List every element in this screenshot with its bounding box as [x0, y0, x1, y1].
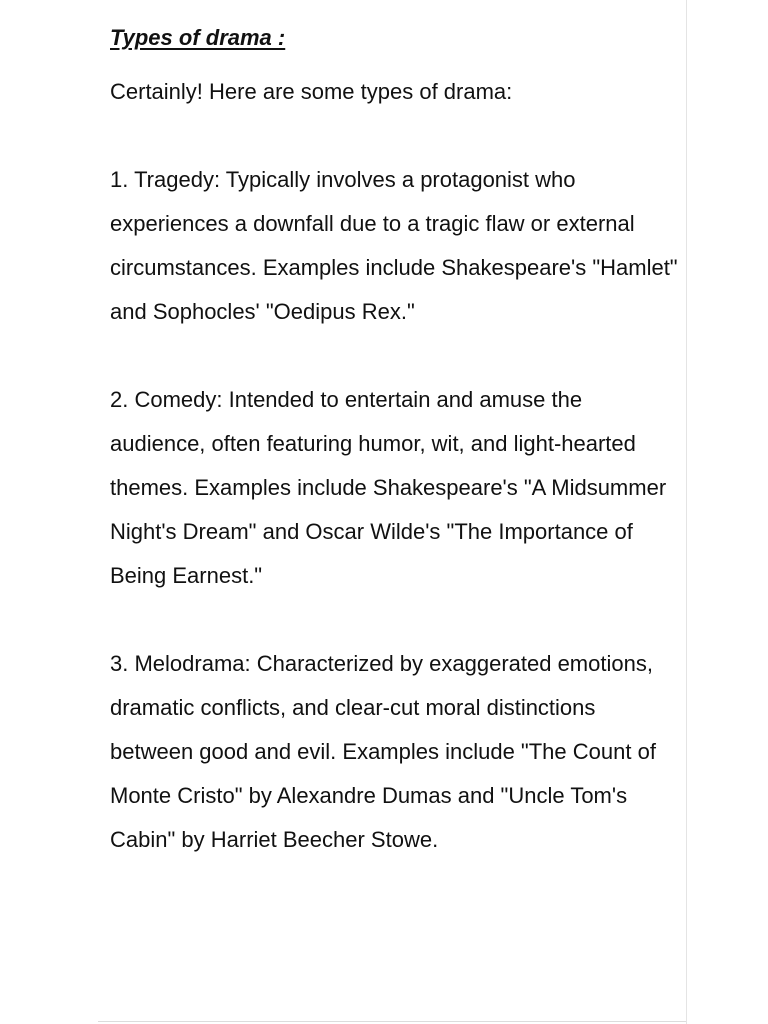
drama-type-melodrama: 3. Melodrama: Characterized by exaggerated emotions, dramatic conflicts, and clear-cut moral distinctions between good and evil. Examples include "The Count of Monte Cristo" by Alexandre Dumas and "Uncle Tom's Cabin" by Harriet Beecher Stowe. [110, 651, 656, 852]
intro-paragraph: Certainly! Here are some types of drama: [110, 79, 513, 104]
page-bottom-divider [98, 1021, 686, 1022]
drama-type-tragedy: 1. Tragedy: Typically involves a protagonist who experiences a downfall due to a tragic flaw or external circumstances. Examples include Shakespeare's "Hamlet" and Sophocles' "Oedipus Rex." [110, 167, 678, 324]
document-heading: Types of drama : [110, 25, 286, 50]
right-gutter [686, 0, 768, 1024]
drama-type-comedy: 2. Comedy: Intended to entertain and amuse the audience, often featuring humor, wit, and light-hearted themes. Examples include Shakespeare's "A Midsummer Night's Dream" and Oscar Wilde's "The Importance of Being Earnest." [110, 387, 667, 588]
document-body [110, 22, 680, 862]
